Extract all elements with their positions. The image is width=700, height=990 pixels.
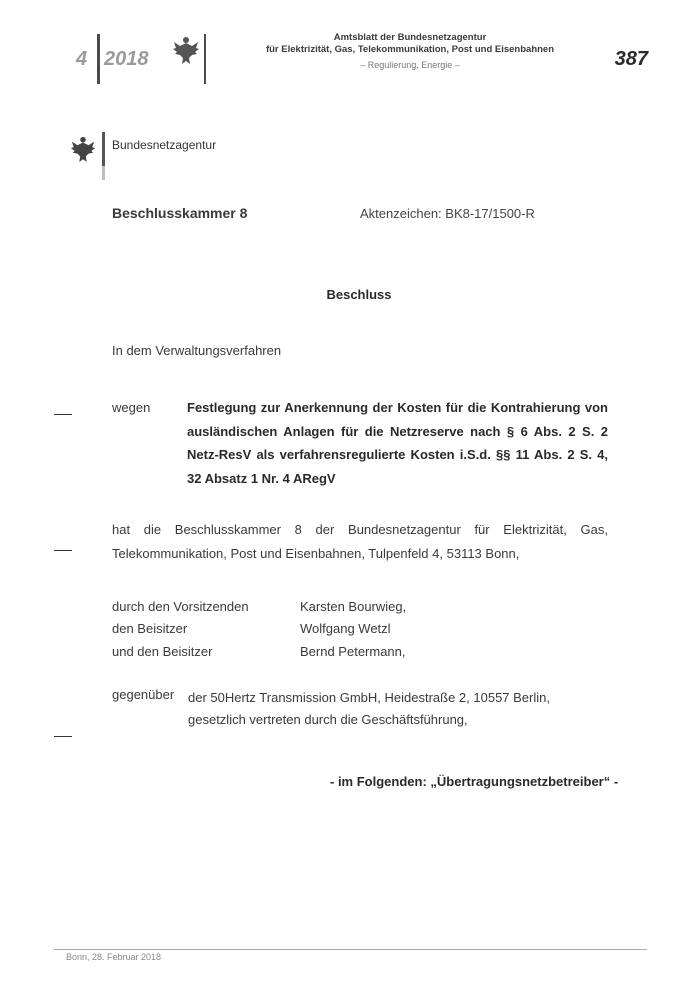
member-role: durch den Vorsitzenden	[112, 599, 249, 614]
chamber-name: Beschlusskammer 8	[112, 205, 248, 221]
header-divider-2	[204, 34, 206, 84]
footer-date: Bonn, 28. Februar 2018	[66, 952, 162, 962]
member-name: Wolfgang Wetzl	[300, 621, 391, 636]
gegen-label: gegenüber	[112, 687, 175, 702]
logo-bar-accent	[102, 132, 105, 166]
subject-text: Festlegung zur Anerkennung der Kosten für die Kontrahierung von ausländischen Anlagen für die Netzreserve nach § 6 Abs. 2 S. 2 Netz-ResV als verfahrensregulierte Kosten i.S.d. §§ 11 Abs. 2 S. 4, 32 Absatz 1 Nr. 4 ARegV	[187, 400, 608, 486]
party-address	[188, 687, 550, 731]
wegen-label: wegen	[112, 400, 151, 415]
issue-number: 4	[76, 48, 88, 70]
gazette-title	[225, 32, 595, 56]
gazette-title-line2: für Elektrizität, Gas, Telekommunikation, Post und Eisenbahnen	[265, 44, 555, 55]
header-divider	[97, 34, 100, 84]
member-role: den Beisitzer	[112, 621, 188, 636]
agency-name: Bundesnetzagentur	[112, 138, 217, 152]
margin-mark	[54, 736, 72, 737]
authority-text: hat die Beschlusskammer 8 der Bundesnetzagentur für Elektrizität, Gas, Telekommunikation, Post und Eisenbahnen, Tulpenfeld 4, 53113 Bonn,	[112, 522, 608, 561]
reference-number: Aktenzeichen: BK8-17/1500-R	[360, 206, 535, 221]
document-heading: Beschluss	[326, 287, 392, 302]
gazette-subtitle: – Regulierung, Energie –	[360, 60, 460, 70]
page-number: 387	[614, 48, 648, 70]
party-designation: - im Folgenden: „Übertragungsnetzbetreiber“ -	[330, 774, 619, 789]
member-name: Bernd Petermann,	[300, 644, 406, 659]
gazette-title-line1: Amtsblatt der Bundesnetzagentur	[333, 32, 487, 43]
party-address-line2: gesetzlich vertreten durch die Geschäftsführung,	[188, 712, 468, 727]
margin-mark	[54, 414, 72, 415]
federal-eagle-icon	[70, 134, 96, 164]
intro-text: In dem Verwaltungsverfahren	[112, 343, 282, 358]
member-name: Karsten Bourwieg,	[300, 599, 407, 614]
federal-eagle-icon	[172, 34, 200, 66]
issue-year: 2018	[104, 48, 149, 70]
member-role: und den Beisitzer	[112, 644, 213, 659]
margin-mark	[54, 550, 72, 551]
footer-divider	[54, 949, 647, 950]
party-address-line1: der 50Hertz Transmission GmbH, Heidestraße 2, 10557 Berlin,	[188, 690, 550, 705]
